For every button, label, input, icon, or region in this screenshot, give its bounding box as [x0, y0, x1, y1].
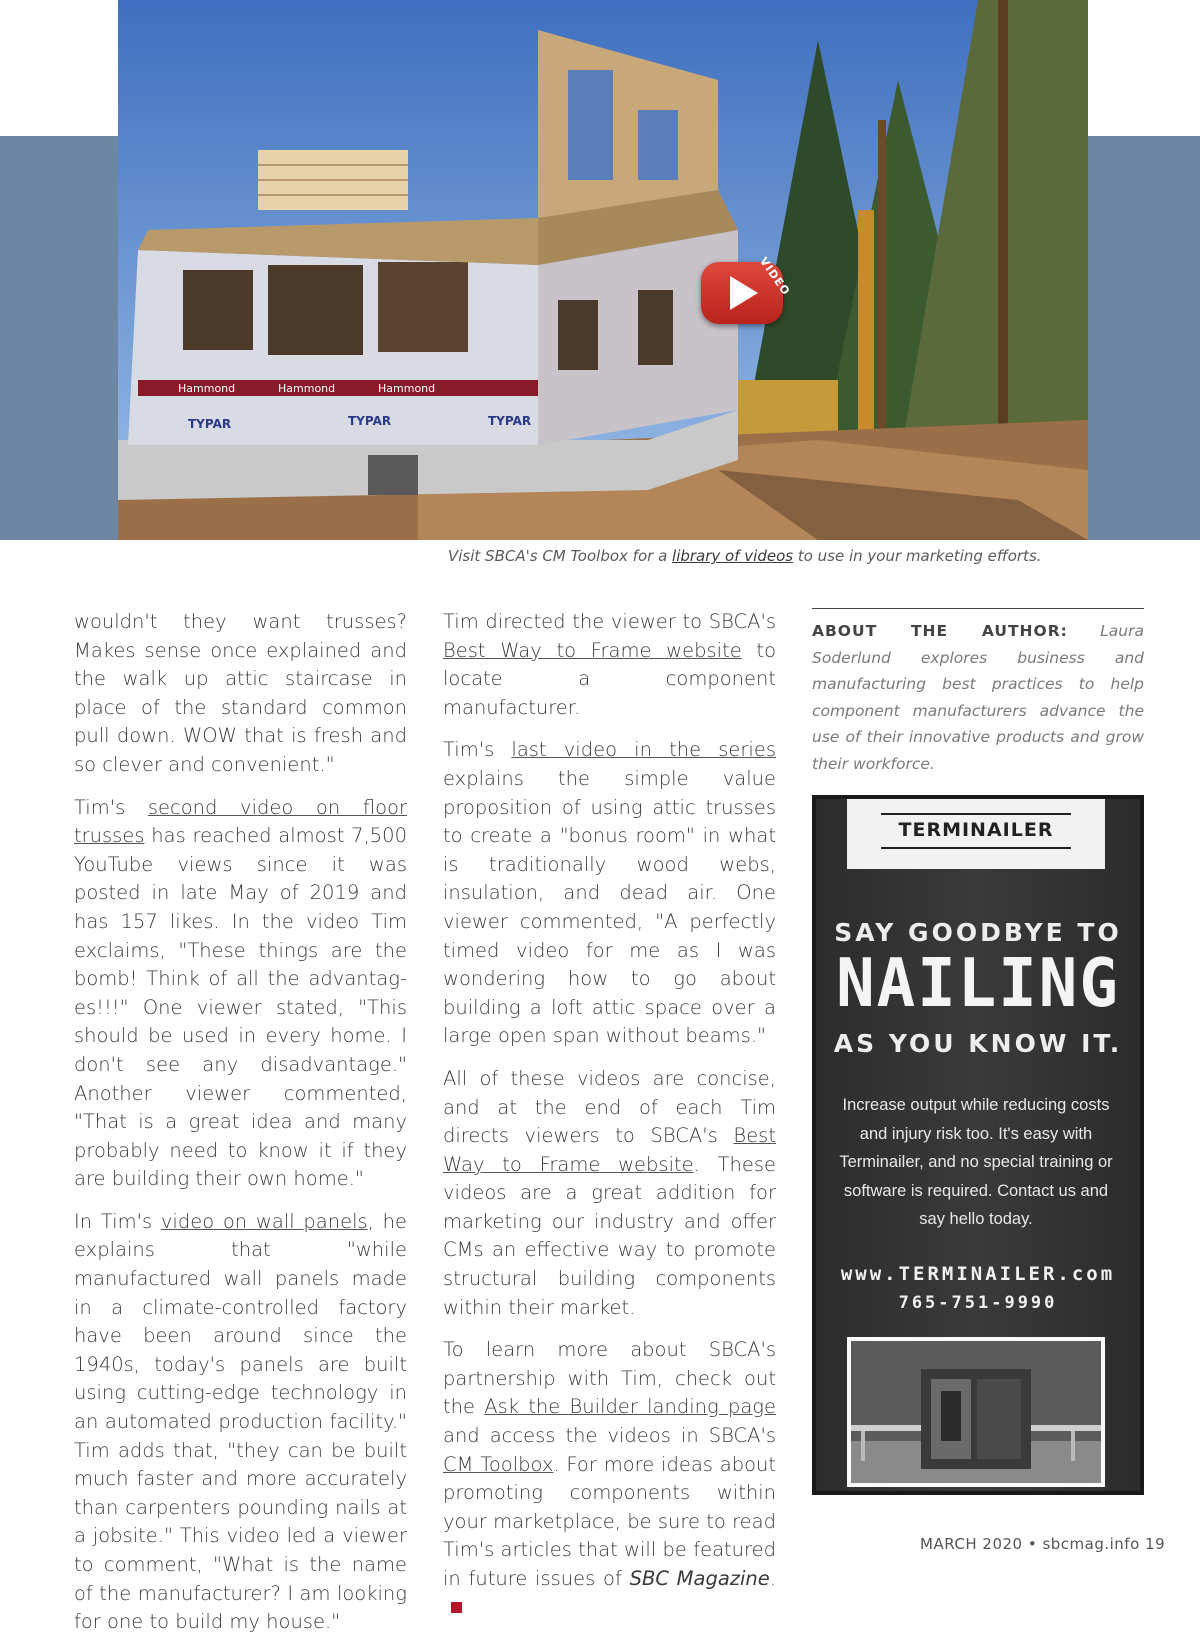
col1-p2-after: has reached almost 7,500 YouTube views since it was posted in late May of 2019 and has 157 likes. In the video Tim exclaims, "These things are the bomb! Think of all the advantages!!!" One viewer stated, "This should be used in every home. I don't see any disadvantage." Another viewer commented, "That is a great idea and many probably need to know it if they are building their own home." [74, 824, 407, 1191]
logo-text: TERMINAILER [898, 819, 1054, 841]
ad-headline-big: NAILING [836, 945, 1120, 1023]
terminailer-advertisement[interactable] [812, 795, 1144, 1495]
library-of-videos-link[interactable]: library of videos [672, 547, 794, 565]
best-way-to-frame-link[interactable]: Best Way to Frame website [443, 638, 742, 662]
col2-p4-end: . [769, 1567, 776, 1590]
page-footer: MARCH 2020 • sbcmag.info 19 [920, 1535, 1166, 1553]
col1-paragraph-3 [74, 1208, 407, 1637]
ask-the-builder-link[interactable]: Ask the Builder landing page [484, 1395, 776, 1419]
ad-body-text: Increase output while reducing costs and injury risk too. It's easy with Terminailer, and no special training or software is required. Contact us and say hello today. [839, 1096, 1113, 1229]
ad-headline-2: AS YOU KNOW IT. [833, 1029, 1123, 1058]
col2-paragraph-3 [443, 1065, 776, 1322]
col2-p3-before: All of these videos are concise, and at the end of each Tim directs viewers to SBCA's [443, 1066, 776, 1148]
col2-p1-before: Tim directed the viewer to SBCA's [443, 610, 776, 633]
video-play-button[interactable] [701, 254, 794, 324]
about-the-author [812, 608, 1144, 777]
col1-p3-after: , he explains that "while manufactured wall panels made in a climate-controlled factory have been around since the 1940s, today's panels are built using cutting-edge technology in an automated production facility." Tim adds that, "they can be built much faster and more accurately than carpenters pounding nails at a jobsite." This video led a viewer to comment, "What is the name of the manufacturer? I am looking for one to build my house." [74, 1209, 407, 1634]
sbc-magazine-title: SBC Magazine [629, 1567, 770, 1590]
sign-typar: TYPAR [188, 417, 232, 431]
col2-p4-b: and access the videos in SBCA's [443, 1424, 776, 1448]
article-column-2 [443, 608, 776, 1636]
col1-paragraph-2 [74, 794, 407, 1194]
col1-p2-before: Tim's [74, 795, 148, 819]
logo-rule-bottom [881, 847, 1071, 849]
author-bio: Laura Soderlund explores business and manufacturing best practices to help component manufacturers advance the use of their innovative products and grow their workforce. [812, 622, 1144, 773]
end-mark-icon [451, 1602, 462, 1613]
best-way-to-frame-website-link[interactable]: Best Way to Frame website [443, 1124, 776, 1176]
decorative-band-left [0, 136, 118, 540]
col2-paragraph-4 [443, 1336, 776, 1622]
second-video-floor-trusses-link[interactable]: second video on floor trusses [74, 795, 407, 848]
ad-inner [816, 799, 1140, 1491]
ad-phone: 765-751-9990 [898, 1293, 1058, 1313]
sign-typar-3: TYPAR [488, 414, 532, 428]
last-video-series-link[interactable]: last video in the series [511, 738, 776, 762]
video-tag: VIDEO [757, 254, 794, 299]
video-wall-panels-link[interactable]: video on wall panels [160, 1209, 368, 1233]
construction-scene-illustration [118, 0, 1088, 540]
logo-rule-top [881, 813, 1071, 815]
caption-text-after: to use in your marketing efforts. [793, 547, 1042, 565]
col1-paragraph-1: wouldn't they want trusses? Makes sense once explained and the walk up attic staircase in place of the standard common pull down. WOW that is fresh and so clever and convenient." [74, 610, 407, 776]
sign-typar-2: TYPAR [348, 414, 392, 428]
ad-website[interactable]: www.TERMINAILER.com [840, 1263, 1116, 1285]
construction-photo [118, 0, 1088, 540]
play-icon [730, 276, 758, 310]
col2-p3-after: . These videos are a great addition for marketing our industry and offer CMs an effective way to promote structural building components within their market. [443, 1152, 776, 1319]
caption-text-before: Visit SBCA's CM Toolbox for a [448, 547, 673, 565]
col2-p2-before: Tim's [443, 738, 512, 762]
author-label: ABOUT THE AUTHOR: [812, 622, 1068, 640]
sign-hammond-2: Hammond [278, 382, 336, 395]
machine-photo [847, 1337, 1105, 1487]
col2-p4-a: To learn more about SBCA's partnership with Tim, check out the [443, 1338, 776, 1419]
sign-hammond-3: Hammond [378, 382, 436, 395]
decorative-band-right [1088, 136, 1200, 540]
article-column-1 [74, 608, 407, 1651]
col2-paragraph-1 [443, 608, 776, 722]
ad-headline-1: SAY GOODBYE TO [834, 918, 1122, 947]
machine-illustration [851, 1341, 1101, 1483]
sign-hammond: Hammond [178, 382, 236, 395]
col2-paragraph-2 [443, 736, 776, 1051]
col2-p1-after: to locate a component manufacturer. [443, 638, 776, 719]
col2-p2-after: explains the simple value proposition of using attic trusses to create a "bonus room" in what is traditionally wood webs, insulation, and dead air. One viewer commented, "A perfectly timed video for me as I was wondering how to go about building a loft attic space over a large open span without beams." [443, 766, 776, 1048]
col1-p3-before: In Tim's [74, 1209, 161, 1233]
photo-caption [448, 547, 1088, 565]
col2-p4-c: . For more ideas about promoting components within your marketplace, be sure to read Tim's articles that will be featured in future issues of [443, 1452, 777, 1590]
terminailer-logo [847, 799, 1105, 869]
cm-toolbox-link[interactable]: CM Toolbox [443, 1452, 554, 1476]
